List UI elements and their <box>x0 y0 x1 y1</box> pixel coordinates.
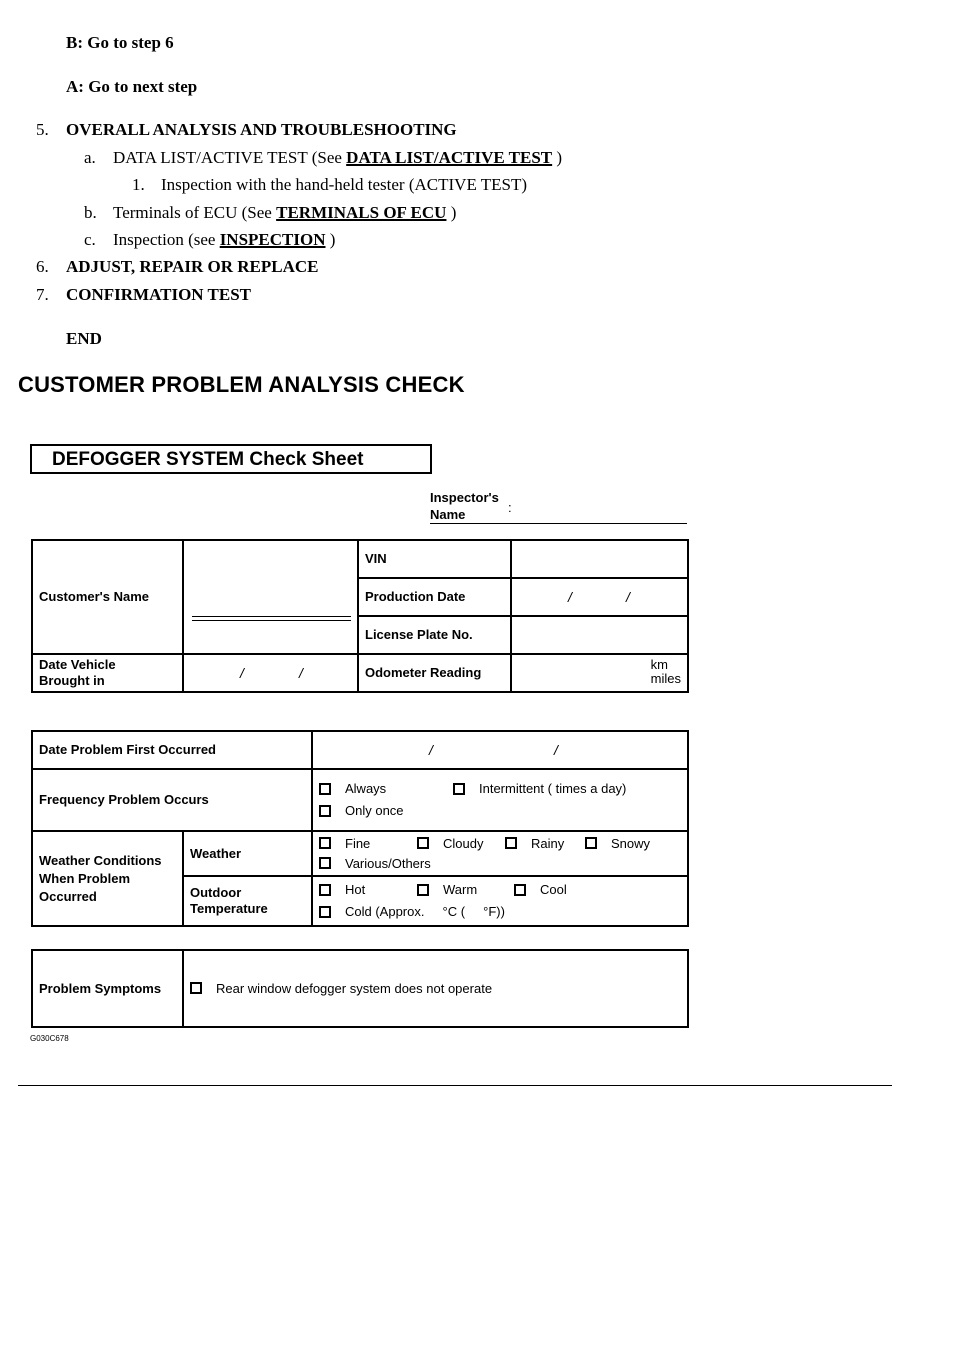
substep-b-text: Terminals of ECU (See <box>113 203 277 222</box>
step-6-title: ADJUST, REPAIR OR REPLACE <box>66 257 319 276</box>
step-6-number: 6. <box>36 257 49 276</box>
checkbox-icon[interactable] <box>319 906 331 918</box>
odometer-units <box>651 658 681 686</box>
date-first-occurred-field[interactable] <box>312 731 688 769</box>
date-first-slash-1: / <box>429 742 433 758</box>
option-always-label: Always <box>345 781 387 796</box>
substep-a-text: DATA LIST/ACTIVE TEST (See <box>113 148 347 167</box>
weather-conditions-line-1: Weather Conditions <box>39 852 162 868</box>
substep-c-close: ) <box>325 230 336 249</box>
problem-symptoms-label: Problem Symptoms <box>32 950 183 1027</box>
production-date-field[interactable] <box>511 578 688 616</box>
checkbox-icon[interactable] <box>319 884 331 896</box>
checkbox-icon[interactable] <box>319 857 331 869</box>
license-plate-field[interactable] <box>511 616 688 654</box>
option-only-once[interactable] <box>319 800 404 822</box>
substep-1-text: Inspection with the hand-held tester (ACTIVE TEST) <box>161 175 528 194</box>
option-various-label: Various/Others <box>345 855 431 871</box>
substep-a-close: ) <box>552 148 563 167</box>
option-snowy-label: Snowy <box>611 835 651 851</box>
weather-label: Weather <box>183 831 312 876</box>
date-brought-slash-1: / <box>240 665 244 681</box>
option-cool-label: Cool <box>540 882 567 897</box>
data-list-active-test-link[interactable]: DATA LIST/ACTIVE TEST <box>346 148 553 167</box>
terminals-of-ecu-link[interactable]: TERMINALS OF ECU <box>276 203 447 222</box>
date-brought-slash-2: / <box>299 665 303 681</box>
option-cloudy-label: Cloudy <box>443 835 484 851</box>
customer-name-label: Customer's Name <box>32 540 183 654</box>
option-cold-label: Cold (Approx. °C ( °F)) <box>345 904 505 919</box>
problem-symptoms-options <box>183 950 688 1027</box>
substep-a <box>113 148 562 168</box>
checkbox-icon[interactable] <box>505 837 517 849</box>
frequency-label: Frequency Problem Occurs <box>32 769 312 831</box>
date-brought-in-field[interactable] <box>183 654 358 692</box>
check-sheet-title: DEFOGGER SYSTEM Check Sheet <box>52 449 364 470</box>
odometer-km: km <box>650 657 668 672</box>
outdoor-temperature-line-2: Temperature <box>190 901 268 916</box>
weather-conditions-line-2: When Problem <box>39 870 131 886</box>
option-defogger-not-operate[interactable] <box>190 981 492 997</box>
option-intermittent[interactable] <box>453 778 626 800</box>
result-b-text: B: Go to step 6 <box>66 33 174 52</box>
option-only-once-label: Only once <box>345 803 404 818</box>
step-5-title: OVERALL ANALYSIS AND TROUBLESHOOTING <box>66 120 457 139</box>
weather-conditions-line-3: Occurred <box>39 888 97 904</box>
substep-b-letter: b. <box>84 203 97 222</box>
production-date-label: Production Date <box>358 578 511 616</box>
option-defogger-not-operate-label: Rear window defogger system does not operate <box>216 980 493 996</box>
option-cold[interactable] <box>319 901 505 923</box>
option-various[interactable] <box>319 854 431 874</box>
inspection-link[interactable]: INSPECTION <box>219 230 326 249</box>
option-intermittent-label: Intermittent ( times a day) <box>479 781 627 796</box>
option-cool[interactable] <box>514 879 567 901</box>
date-first-slash-2: / <box>554 742 558 758</box>
step-5-number: 5. <box>36 120 49 139</box>
temperature-options <box>312 876 688 926</box>
option-fine[interactable] <box>319 834 417 854</box>
substep-a-letter: a. <box>84 148 96 167</box>
production-date-slash-1: / <box>568 589 572 605</box>
result-a-text: A: Go to next step <box>66 77 198 96</box>
inspector-label <box>430 489 499 523</box>
outdoor-temperature-line-1: Outdoor <box>190 885 242 900</box>
inspector-colon: : <box>508 500 512 515</box>
option-warm-label: Warm <box>443 882 478 897</box>
weather-conditions-label <box>32 831 183 926</box>
date-brought-in-label <box>32 654 183 692</box>
option-always[interactable] <box>319 778 453 800</box>
inspector-label-line-2: Name <box>430 507 466 522</box>
license-plate-label: License Plate No. <box>358 616 511 654</box>
odometer-miles: miles <box>650 671 681 686</box>
checkbox-icon[interactable] <box>514 884 526 896</box>
bottom-divider <box>18 1085 892 1086</box>
vehicle-info-table <box>31 539 689 693</box>
inspector-name-input-line[interactable] <box>430 523 687 524</box>
date-first-occurred-label: Date Problem First Occurred <box>32 731 312 769</box>
problem-symptoms-table <box>31 949 689 1028</box>
option-cloudy[interactable] <box>417 834 505 854</box>
date-brought-in-line-2: Brought in <box>39 673 105 688</box>
vin-label: VIN <box>358 540 511 578</box>
option-rainy-label: Rainy <box>531 835 565 851</box>
outdoor-temperature-label <box>183 876 312 926</box>
step-7-title: CONFIRMATION TEST <box>66 285 251 304</box>
frequency-options <box>312 769 688 831</box>
substep-b-close: ) <box>446 203 457 222</box>
checkbox-icon[interactable] <box>190 982 202 994</box>
inspector-label-line-1: Inspector's <box>430 490 499 505</box>
option-rainy[interactable] <box>505 834 585 854</box>
odometer-label: Odometer Reading <box>358 654 511 692</box>
option-hot[interactable] <box>319 879 417 901</box>
option-warm[interactable] <box>417 879 514 901</box>
option-snowy[interactable] <box>585 834 650 854</box>
substep-c-letter: c. <box>84 230 96 249</box>
problem-conditions-table <box>31 730 689 927</box>
option-fine-label: Fine <box>345 835 371 851</box>
date-brought-in-line-1: Date Vehicle <box>39 657 116 672</box>
checkbox-icon[interactable] <box>319 837 331 849</box>
vin-field[interactable] <box>511 540 688 578</box>
checkbox-icon[interactable] <box>417 884 429 896</box>
figure-code: G030C678 <box>30 1034 69 1043</box>
weather-options <box>312 831 688 876</box>
substep-c <box>113 230 335 250</box>
checkbox-icon[interactable] <box>319 805 331 817</box>
check-sheet-title-box <box>30 444 432 474</box>
checkbox-icon[interactable] <box>453 783 465 795</box>
option-hot-label: Hot <box>345 882 366 897</box>
substep-b <box>113 203 456 223</box>
step-7-number: 7. <box>36 285 49 304</box>
checkbox-icon[interactable] <box>319 783 331 795</box>
odometer-field[interactable] <box>511 654 688 692</box>
substep-1-number: 1. <box>132 175 145 194</box>
section-heading: CUSTOMER PROBLEM ANALYSIS CHECK <box>18 372 465 397</box>
end-label: END <box>66 329 102 348</box>
production-date-slash-2: / <box>626 589 630 605</box>
checkbox-icon[interactable] <box>417 837 429 849</box>
substep-c-text: Inspection (see <box>113 230 220 249</box>
customer-name-field[interactable] <box>183 540 358 654</box>
checkbox-icon[interactable] <box>585 837 597 849</box>
